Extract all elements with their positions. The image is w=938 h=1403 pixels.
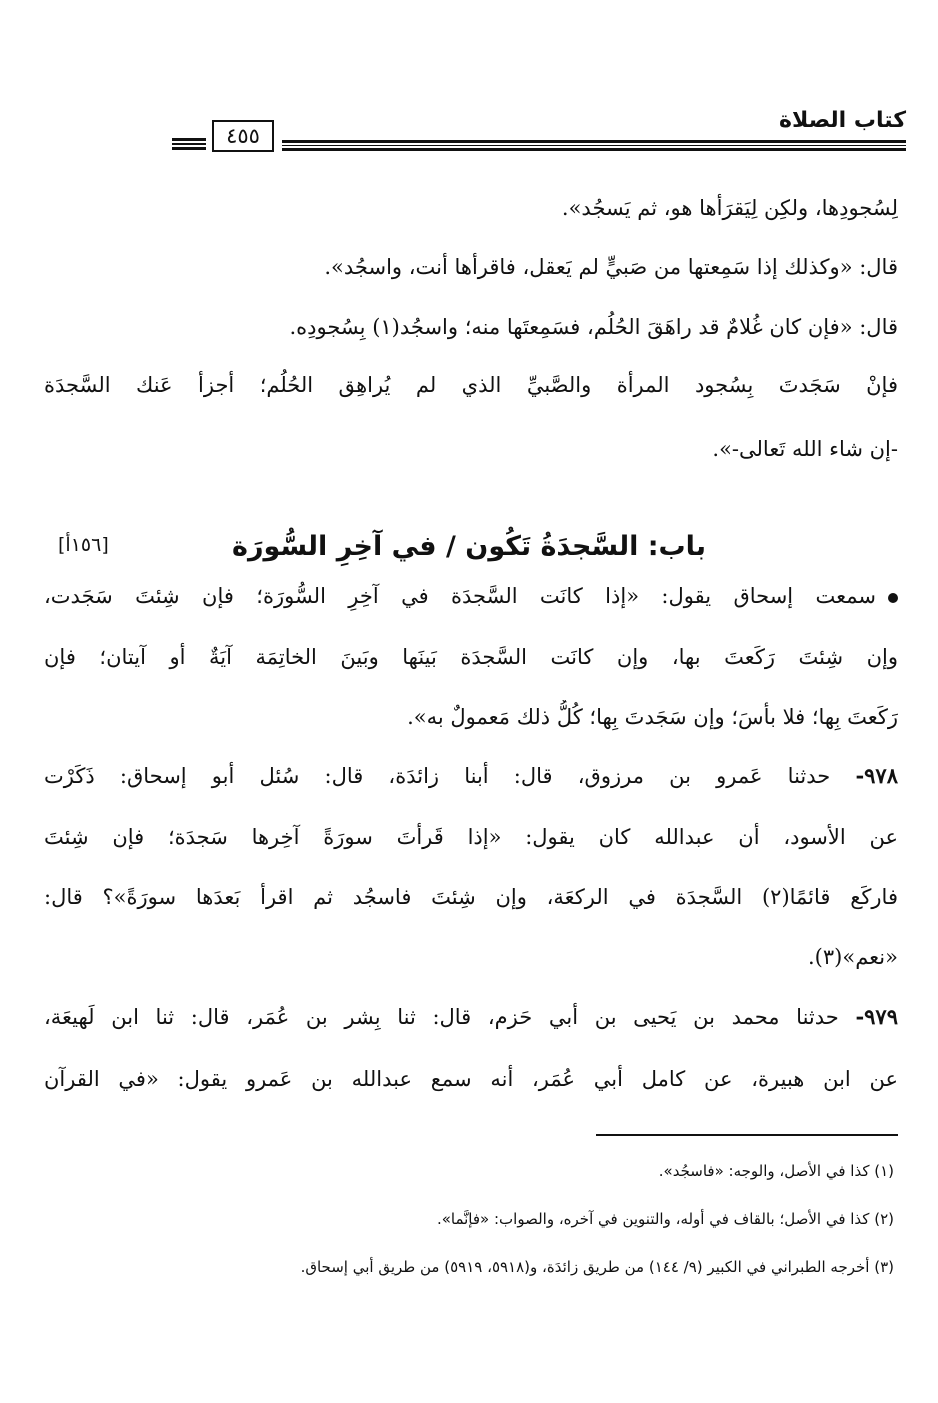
hadith-979-line: [44, 1000, 898, 1034]
footnote: (١) كذا في الأصل، والوجه: «فاسجُد».: [658, 1162, 894, 1180]
hadith-text: حدثنا محمد بن يَحيى بن أبي حَزم، قال: ثنا بِشر بن عُمَر، قال: ثنا ابن لَهيعَة،: [44, 1005, 856, 1029]
text-line: وإن شِئتَ رَكَعتَ بها، وإن كانَت السَّجدَة بَينَها وبَينَ الخاتِمَة آيَةٌ أو آيتان؛ فإن: [44, 645, 898, 669]
footnote: (٢) كذا في الأصل؛ بالقاف في أوله، والتنوين في آخره، والصواب: «فإنَّما».: [436, 1210, 894, 1228]
hadith-978-line: [44, 759, 898, 793]
text-line: -إن شاء الله تَعالى-».: [712, 437, 898, 461]
folio-reference: [١٥٦أ]: [58, 534, 109, 556]
footnote: (٣) أخرجه الطبراني في الكبير (٩/ ١٤٤) من طريق زائدَة، و(٥٩١٨، ٥٩١٩) من طريق أبي إسحاق.: [300, 1258, 894, 1276]
hadith-number: ٩٧٨-: [855, 763, 898, 788]
text-line: لِسُجودِها، ولكِن لِيَقرَأها هو، ثم يَسجُد».: [561, 196, 898, 220]
hadith-number: ٩٧٩-: [855, 1004, 898, 1029]
book-title: كتاب الصلاة: [779, 108, 906, 133]
text-line: عن ابن هبيرة، عن كامل أبي عُمَر، أنه سمع عبدالله بن عَمرو يقول: «في القرآن: [44, 1067, 898, 1091]
text-line: فاركَع قائمًا(٢) السَّجدَة في الركعَة، وإن شِئتَ فاسجُد ثم اقرأ بَعدَها سورَةً»؟ قال:: [44, 885, 898, 909]
text-line: قال: «فإن كان غُلامٌ قد راهَقَ الحُلُم، فسَمِعتَها منه؛ واسجُد(١) بِسُجودِه.: [289, 315, 898, 339]
hadith-text: حدثنا عَمرو بن مرزوق، قال: أبنا زائدَة، قال: سُئل أبو إسحاق: ذَكَرْت: [44, 764, 856, 788]
bullet-icon: [888, 593, 898, 603]
text-line: قال: «وكذلك إذا سَمِعتها من صَبيٍّ لم يَعقل، فاقرأها أنت، واسجُد».: [324, 255, 898, 279]
text-line-content: سمعت إسحاق يقول: «إذا كانَت السَّجدَة في آخِرِ السُّورَة؛ فإن شِئتَ سَجَدت،: [44, 584, 876, 608]
header-rule: [282, 140, 906, 151]
chapter-heading: باب: السَّجدَةُ تَكُون / في آخِرِ السُّورَة: [232, 531, 706, 562]
text-line: [44, 579, 898, 613]
footnote-divider: [596, 1134, 898, 1136]
text-line: «نعم»(٣).: [808, 945, 898, 969]
text-line: فإنْ سَجَدتَ بِسُجود المرأة والصَّبيِّ الذي لم يُراهِق الحُلُم؛ أجزأ عَنك السَّجدَة: [44, 373, 898, 397]
header-rule-left: [172, 138, 206, 150]
text-line: رَكَعتَ بِها؛ فلا بأسَ؛ وإن سَجَدتَ بِها؛ كُلُّ ذلك مَعمولٌ به».: [407, 705, 898, 729]
page-number: ٤٥٥: [212, 120, 274, 152]
text-line: عن الأسود، أن عبدالله كان يقول: «إذا قَرأتَ سورَةً آخِرها سَجدَة؛ فإن شِئتَ: [44, 825, 898, 849]
